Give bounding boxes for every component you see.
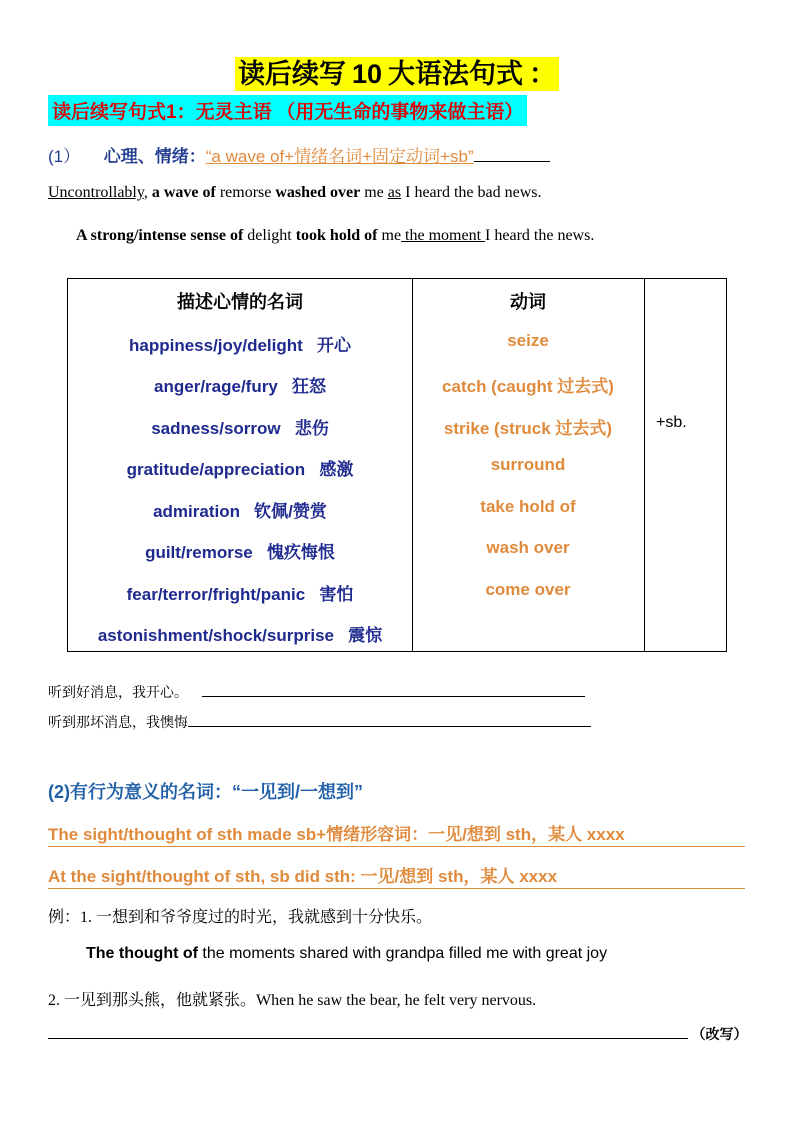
- noun-row: sadness/sorrow 悲伤: [151, 419, 329, 438]
- ex1-w8: I heard the bad news.: [401, 184, 542, 201]
- fill-in-1: [48, 682, 585, 702]
- ex1-w6: me: [360, 184, 388, 201]
- ex2-w4: me: [377, 227, 402, 244]
- fill1-text: 听到好消息，我开心。: [48, 686, 188, 701]
- sub1-label: 心理、情绪：: [103, 147, 206, 166]
- page-title: [0, 52, 794, 91]
- vocab-table: [67, 278, 727, 652]
- example-2: 2. 一见到那头熊，他就紧张。When he saw the bear, he felt very nervous.: [48, 992, 537, 1009]
- verb-item: take hold of: [480, 497, 576, 516]
- title-num: 10: [349, 57, 385, 91]
- noun-row: anger/rage/fury 狂怒: [154, 377, 326, 396]
- fill2-line[interactable]: [188, 712, 591, 727]
- verb-item: strike (struck 过去式): [443, 419, 613, 438]
- object-label: +sb.: [656, 414, 687, 431]
- verb-item: surround: [490, 455, 566, 474]
- ex2-w3: took hold of: [295, 227, 378, 244]
- verb-column: [412, 279, 645, 651]
- section1-rest: ：无灵主语 （用无生命的事物来做主语）: [176, 102, 524, 123]
- verb-item: catch (caught 过去式): [442, 377, 614, 396]
- verb-item: come over: [485, 580, 571, 599]
- section1-label: 读后续写句式: [52, 102, 167, 123]
- verb-item: seize: [507, 331, 549, 350]
- ex1-w2: ,: [143, 184, 152, 201]
- sub1-pattern: “a wave of+情绪名词+固定动词+sb”: [205, 147, 474, 166]
- rewrite-blank[interactable]: [48, 1024, 688, 1039]
- noun-row: happiness/joy/delight 开心: [129, 336, 351, 355]
- fill1-line[interactable]: [202, 682, 585, 697]
- ex1-w5: washed over: [275, 184, 361, 201]
- ex1-w7: as: [387, 184, 402, 201]
- eg1-rest: the moments shared with grandpa filled me with great joy: [197, 945, 608, 962]
- noun-row: gratitude/appreciation 感激: [126, 460, 354, 479]
- example-sentence-2: [76, 227, 594, 245]
- section1-num: 1: [166, 102, 177, 123]
- fill2-text: 听到那坏消息，我懊悔: [48, 716, 188, 731]
- title-colon: ：: [526, 57, 559, 91]
- example-1-cn: 例：1. 一想到和爷爷度过的时光，我就感到十分快乐。: [48, 909, 433, 926]
- object-column: [644, 279, 726, 651]
- verb-item: wash over: [486, 538, 570, 557]
- answer-blank: [474, 147, 550, 162]
- ex2-w6: I heard the news.: [485, 227, 595, 244]
- pattern-1: The sight/thought of sth made sb+情绪形容词：一见/想到 sth，某人 xxxx: [48, 820, 745, 847]
- ex2-w5: the moment: [401, 227, 486, 244]
- rewrite-line: [48, 1024, 748, 1044]
- title-part2: 大语法句式: [385, 57, 526, 91]
- rewrite-tag: （改写）: [691, 1028, 748, 1043]
- title-part1: 读后续写: [235, 57, 349, 91]
- ex2-w1: A strong/intense sense of: [76, 227, 244, 244]
- verb-header: 动词: [510, 292, 546, 312]
- sub1-num: (1）: [48, 147, 81, 166]
- eg1-bold: The thought of: [86, 945, 198, 962]
- pattern-2: At the sight/thought of sth, sb did sth: 一见/想到 sth，某人 xxxx: [48, 862, 745, 889]
- noun-header: 描述心情的名词: [177, 292, 303, 312]
- example-sentence-1: [48, 184, 542, 202]
- noun-column: [68, 279, 413, 651]
- noun-row: admiration 钦佩/赞赏: [153, 502, 327, 521]
- ex1-w3: a wave of: [151, 184, 216, 201]
- noun-row: guilt/remorse 愧疚悔恨: [145, 543, 335, 562]
- fill-in-2: [48, 712, 591, 732]
- subheading-2: (2)有行为意义的名词：“一见到/一想到”: [48, 782, 363, 802]
- example-1-translation: [86, 945, 607, 963]
- ex2-w2: delight: [243, 227, 296, 244]
- ex1-w1: Uncontrollably: [48, 184, 144, 201]
- noun-row: astonishment/shock/surprise 震惊: [97, 626, 383, 645]
- section1-heading: [48, 95, 527, 126]
- ex1-w4: remorse: [215, 184, 276, 201]
- noun-row: fear/terror/fright/panic 害怕: [126, 585, 354, 604]
- subheading-1: [48, 142, 550, 167]
